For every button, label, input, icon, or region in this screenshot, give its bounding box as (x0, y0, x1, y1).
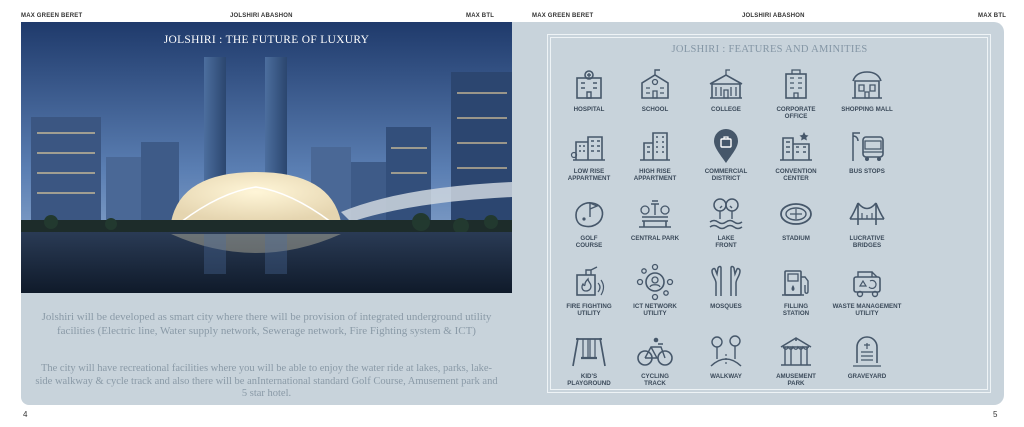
low-rise-icon (570, 128, 608, 166)
playground-icon (570, 333, 608, 371)
commercial-district-icon (707, 128, 745, 166)
waste-management-icon (848, 263, 886, 301)
feature-label: FILLING STATION (782, 303, 810, 317)
feature-item (690, 66, 762, 113)
feature-label: SHOPPING MALL (841, 106, 893, 113)
ict-network-icon (636, 263, 674, 301)
feature-label: COLLEGE (711, 106, 741, 113)
page-number-left: 4 (23, 410, 28, 419)
college-icon (707, 66, 745, 104)
hero-title: JOLSHIRI : THE FUTURE OF LUXURY (163, 34, 370, 46)
header-tag-left: MAX BTL (466, 13, 495, 19)
feature-item (760, 128, 832, 182)
shopping-mall-icon (848, 66, 886, 104)
feature-item (690, 195, 762, 249)
walkway-icon (707, 333, 745, 371)
bridge-icon (848, 195, 886, 233)
header-title-right: JOLSHIRI ABASHON (742, 13, 805, 19)
feature-item (619, 333, 691, 387)
bus-stop-icon (848, 128, 886, 166)
feature-label: COMMERCIAL DISTRICT (704, 168, 748, 182)
feature-label: GOLF COURSE (575, 235, 603, 249)
central-park-icon (636, 195, 674, 233)
mosque-icon (707, 263, 745, 301)
feature-item (553, 263, 625, 317)
feature-label: BUS STOPS (849, 168, 885, 175)
feature-label: MOSQUES (710, 303, 742, 310)
feature-label: LUCRATIVE BRIDGES (849, 235, 885, 249)
fire-fighting-icon (570, 263, 608, 301)
feature-item (831, 333, 903, 380)
school-icon (636, 66, 674, 104)
header-brand-right: MAX GREEN BERET (532, 13, 594, 19)
golf-course-icon (570, 195, 608, 233)
feature-label: CENTRAL PARK (630, 235, 680, 242)
filling-station-icon (777, 263, 815, 301)
feature-item (619, 66, 691, 113)
left-page-panel (21, 22, 512, 405)
feature-item (760, 195, 832, 242)
feature-label: KID'S PLAYGROUND (567, 373, 611, 387)
feature-item (553, 333, 625, 387)
feature-item (619, 263, 691, 317)
recreation-paragraph: The city will have recreational facilities where you will be able to enjoy the water ride at lakes, parks, lake-side walkway & cycle track and also there will be anInternational standard Golf Course, Amusement park and 5 star hotel. (35, 363, 498, 399)
amusement-park-icon (777, 333, 815, 371)
feature-label: HIGH RISE APPARTMENT (633, 168, 677, 182)
feature-label: AMUSEMENT PARK (776, 373, 816, 387)
corporate-office-icon (777, 66, 815, 104)
feature-label: HOSPITAL (573, 106, 605, 113)
feature-label: GRAVEYARD (847, 373, 887, 380)
feature-label: ICT NETWORK UTILITY (633, 303, 677, 317)
feature-item (553, 195, 625, 249)
feature-item (760, 333, 832, 387)
features-title: JOLSHIRI : FEATURES AND AMINITIES (671, 44, 868, 55)
header-title-left: JOLSHIRI ABASHON (230, 13, 293, 19)
feature-item (831, 263, 903, 317)
feature-item (619, 128, 691, 182)
right-page-panel (512, 22, 1004, 405)
feature-label: LOW RISE APPARTMENT (567, 168, 611, 182)
feature-item (831, 66, 903, 113)
feature-item (553, 66, 625, 113)
feature-item (690, 263, 762, 310)
feature-item (690, 333, 762, 380)
convention-center-icon (777, 128, 815, 166)
intro-paragraph: Jolshiri will be developed as smart city where there will be provision of integrated underground utility facilities (Electric line, Water supply network, Sewerage network, Fire Fighting system & ICT) (41, 311, 492, 337)
hospital-icon (570, 66, 608, 104)
high-rise-icon (636, 128, 674, 166)
feature-label: CORPORATE OFFICE (776, 106, 816, 120)
feature-item (690, 128, 762, 182)
feature-label: WASTE MANAGEMENT UTILITY (832, 303, 902, 317)
feature-item (760, 66, 832, 120)
feature-label: STADIUM (782, 235, 810, 242)
feature-label: WALKWAY (710, 373, 742, 380)
feature-item (831, 128, 903, 175)
feature-label: FIRE FIGHTING UTILITY (566, 303, 612, 317)
feature-label: CONVENTION CENTER (775, 168, 817, 182)
header-tag-right: MAX BTL (978, 13, 1007, 19)
header-brand-left: MAX GREEN BERET (21, 13, 83, 19)
page-number-right: 5 (993, 410, 998, 419)
lake-front-icon (707, 195, 745, 233)
feature-label: CYCLING TRACK (641, 373, 669, 387)
stadium-icon (777, 195, 815, 233)
cycling-icon (636, 333, 674, 371)
feature-item (553, 128, 625, 182)
graveyard-icon (848, 333, 886, 371)
feature-label: LAKE FRONT (715, 235, 737, 249)
city-night-photo (21, 22, 512, 293)
feature-item (831, 195, 903, 249)
feature-item (760, 263, 832, 317)
feature-label: SCHOOL (641, 106, 669, 113)
feature-item (619, 195, 691, 242)
